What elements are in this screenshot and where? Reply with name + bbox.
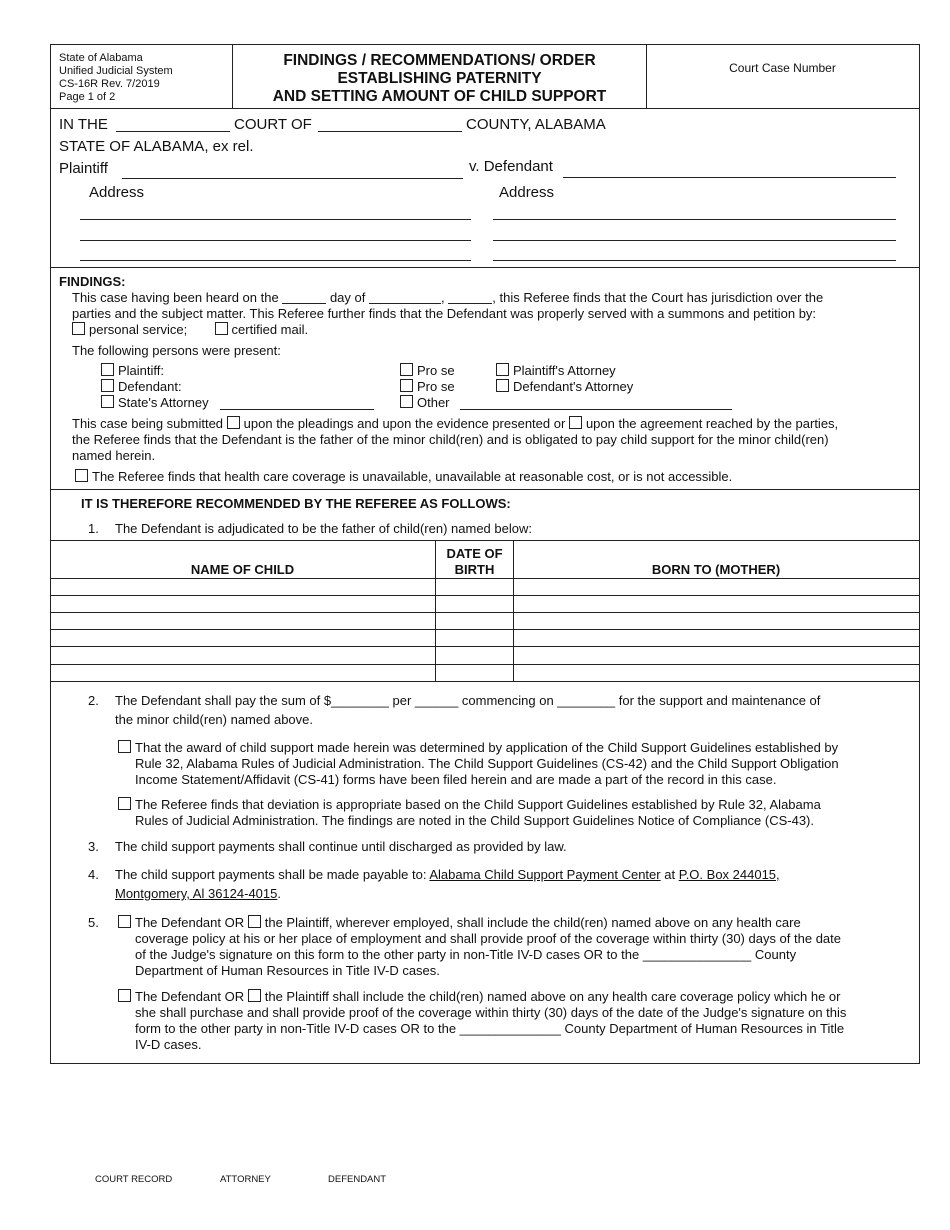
court-line: [59, 116, 108, 134]
court-of-label: COURT OF: [234, 116, 312, 133]
certified-mail-label: certified mail.: [231, 322, 309, 337]
item-4-period: .: [277, 886, 281, 901]
states-attorney-checkbox[interactable]: [101, 395, 114, 408]
plaintiff-label: Plaintiff: [59, 160, 108, 177]
item-4-line-2: [115, 886, 281, 902]
defendant-address-line-3[interactable]: [493, 260, 896, 261]
item-1-text: The Defendant is adjudicated to be the father of child(ren) named below:: [115, 521, 532, 536]
purchased-coverage-line-4: IV-D cases.: [135, 1037, 202, 1052]
footer-defendant: DEFENDANT: [328, 1174, 387, 1185]
states-attorney-name-field[interactable]: [220, 409, 374, 410]
purchased-coverage-line-1: the Plaintiff shall include the child(ren) named above on any health care coverage policy which he or: [264, 989, 841, 1004]
defendants-attorney-checkbox[interactable]: [496, 379, 509, 392]
employer-coverage-line-3: of the Judge's signature on this form to the other party in non-Title IV-D cases OR to the _______________ County: [135, 947, 797, 962]
certified-mail-checkbox[interactable]: [215, 322, 228, 335]
other-present-field[interactable]: [460, 409, 732, 410]
employer-coverage-defendant-checkbox[interactable]: [118, 915, 131, 928]
purchased-coverage-defendant-label: The Defendant OR: [135, 989, 245, 1004]
footer-attorney: ATTORNEY: [220, 1174, 271, 1185]
pro-se-plaintiff: [400, 363, 455, 379]
plaintiffs-attorney-checkbox[interactable]: [496, 363, 509, 376]
table-row-rule-1: [50, 595, 919, 596]
agreement-checkbox[interactable]: [569, 416, 582, 429]
plaintiff-pro-se-label: Pro se: [417, 363, 455, 378]
plaintiff-address-line-3[interactable]: [80, 260, 471, 261]
pro-se-defendant: [400, 379, 455, 395]
findings-heading: FINDINGS:: [59, 274, 126, 289]
defendants-attorney: [496, 379, 633, 395]
employer-coverage-option: [118, 915, 801, 931]
heard-text-4: , this Referee finds that the Court has jurisdiction over the: [492, 290, 824, 305]
table-row-rule-3: [50, 629, 919, 630]
col-header-born-to-mother: BORN TO (MOTHER): [651, 562, 781, 577]
service-options: [72, 322, 308, 338]
plaintiff-name-field[interactable]: [122, 178, 463, 179]
col-header-name-of-child: NAME OF CHILD: [190, 562, 295, 577]
state-ex-rel-label: STATE OF ALABAMA, ex rel.: [59, 138, 254, 155]
present-states-attorney: [101, 395, 209, 411]
personal-service-checkbox[interactable]: [72, 322, 85, 335]
county-name-field[interactable]: [318, 131, 462, 132]
findings-bottom-rule: [50, 489, 919, 490]
plaintiff-address-line-2[interactable]: [80, 240, 471, 241]
purchased-coverage-line-3: form to the other party in non-Title IV-D cases OR to the ______________ County Department of Human Resources in Title: [135, 1021, 845, 1036]
other-present-checkbox[interactable]: [400, 395, 413, 408]
dob-header-line-2: BIRTH: [454, 562, 495, 577]
payment-center-name: Alabama Child Support Payment Center: [429, 867, 661, 882]
heard-year-field[interactable]: [448, 291, 492, 304]
deviation-option: [118, 797, 821, 813]
payment-center-po-box: P.O. Box 244015,: [678, 867, 780, 882]
footer-court-record: COURT RECORD: [95, 1174, 173, 1185]
in-the-label: IN THE: [59, 116, 108, 133]
defendant-present-label: Defendant:: [118, 379, 182, 394]
employer-coverage-line-2: coverage policy at his or her place of employment and shall provide proof of the coverage within thirty (30) days of the date: [135, 931, 841, 946]
health-unavailable-checkbox[interactable]: [75, 469, 88, 482]
defendants-attorney-label: Defendant's Attorney: [513, 379, 634, 394]
item-4-at: at: [664, 867, 676, 882]
system-name: Unified Judicial System: [59, 65, 173, 77]
employer-coverage-line-4: Department of Human Resources in Title IV-D cases.: [135, 963, 440, 978]
heard-day-field[interactable]: [282, 291, 326, 304]
table-bottom-rule: [50, 681, 919, 682]
plaintiff-present-checkbox[interactable]: [101, 363, 114, 376]
other-present-label: Other: [417, 395, 450, 410]
title-line-3: AND SETTING AMOUNT OF CHILD SUPPORT: [272, 88, 607, 105]
title-line-1: FINDINGS / RECOMMENDATIONS/ ORDER: [283, 52, 596, 69]
state-name: State of Alabama: [59, 52, 143, 64]
item-2-line-1: The Defendant shall pay the sum of $________ per ______ commencing on ________ for the support and maintenance of: [115, 693, 821, 708]
personal-service-label: personal service;: [89, 322, 188, 337]
table-row-rule-5: [50, 664, 919, 665]
employer-coverage-plaintiff-checkbox[interactable]: [248, 915, 261, 928]
submitted-line-2: the Referee finds that the Defendant is the father of the minor child(ren) and is obligated to pay child support for the minor child(ren): [72, 432, 829, 447]
plaintiff-address-line-1[interactable]: [80, 219, 471, 220]
purchased-coverage-plaintiff-checkbox[interactable]: [248, 989, 261, 1002]
submitted-text-3: upon the agreement reached by the parties,: [585, 416, 839, 431]
guidelines-applied-line-1: That the award of child support made herein was determined by application of the Child Support Guidelines established by: [135, 740, 839, 755]
plaintiff-address-label: Address: [89, 184, 145, 201]
employer-coverage-defendant-label: The Defendant OR: [135, 915, 245, 930]
defendant-name-field[interactable]: [563, 177, 896, 178]
heard-text-1: This case having been heard on the: [72, 290, 279, 305]
present-other: [400, 395, 450, 411]
submitted-text-1: This case being submitted: [72, 416, 224, 431]
health-unavailable-label: The Referee finds that health care coverage is unavailable, unavailable at reasonable cost, or is not accessible.: [92, 469, 733, 484]
form-title: [233, 52, 646, 106]
defendant-pro-se-checkbox[interactable]: [400, 379, 413, 392]
item-4-line-1: [115, 867, 780, 883]
col-header-date-of-birth: [436, 546, 513, 578]
table-header-rule: [50, 578, 919, 579]
defendant-address-line-1[interactable]: [493, 219, 896, 220]
present-plaintiff: [101, 363, 164, 379]
page-number: Page 1 of 2: [59, 91, 116, 103]
table-row-rule-4: [50, 646, 919, 647]
guidelines-applied-line-3: Income Statement/Affidavit (CS-41) forms have been filed herein and are made a part of the record in this case.: [135, 772, 777, 787]
guidelines-applied-checkbox[interactable]: [118, 740, 131, 753]
form-revision: CS-16R Rev. 7/2019: [59, 78, 160, 90]
defendant-present-checkbox[interactable]: [101, 379, 114, 392]
purchased-coverage-line-2: she shall purchase and shall provide proof of the coverage within thirty (30) days of the date of the Judge's signature on this: [135, 1005, 847, 1020]
plaintiffs-attorney-label: Plaintiff's Attorney: [513, 363, 616, 378]
item-3-text: The child support payments shall continue until discharged as provided by law.: [115, 839, 567, 854]
dob-header-line-1: DATE OF: [446, 546, 503, 561]
table-row-rule-2: [50, 612, 919, 613]
court-name-field[interactable]: [116, 131, 230, 132]
submitted-text-2: upon the pleadings and upon the evidence presented or: [243, 416, 566, 431]
defendant-address-line-2[interactable]: [493, 240, 896, 241]
item-4-text: The child support payments shall be made payable to:: [115, 867, 427, 882]
title-line-2: ESTABLISHING PATERNITY: [337, 70, 542, 87]
present-defendant: [101, 379, 182, 395]
heard-comma: ,: [441, 290, 445, 305]
deviation-line-2: Rules of Judicial Administration. The findings are noted in the Child Support Guidelines Notice of Compliance (CS-43).: [135, 813, 815, 828]
deviation-checkbox[interactable]: [118, 797, 131, 810]
caption-bottom-rule: [50, 267, 919, 268]
states-attorney-label: State's Attorney: [118, 395, 209, 410]
item-4-number: 4.: [88, 867, 99, 882]
purchased-coverage-defendant-checkbox[interactable]: [118, 989, 131, 1002]
purchased-coverage-option: [118, 989, 840, 1005]
defendant-address-label: Address: [499, 184, 555, 201]
guidelines-applied-line-2: Rule 32, Alabama Rules of Judicial Administration. The Child Support Guidelines (CS-42) and the Child Support Obligation: [135, 756, 839, 771]
submitted-line-1: [72, 416, 838, 432]
guidelines-applied-option: [118, 740, 838, 756]
item-5-number: 5.: [88, 915, 99, 930]
item-2-line-2: the minor child(ren) named above.: [115, 712, 313, 727]
submitted-line-3: named herein.: [72, 448, 156, 463]
heard-line-1: [72, 290, 823, 306]
item-2-number: 2.: [88, 693, 99, 708]
recommended-heading: IT IS THEREFORE RECOMMENDED BY THE REFEREE AS FOLLOWS:: [81, 496, 511, 511]
health-unavailable-option: [75, 469, 732, 485]
defendant-pro-se-label: Pro se: [417, 379, 455, 394]
employer-coverage-line-1: the Plaintiff, wherever employed, shall include the child(ren) named above on any health care: [264, 915, 801, 930]
county-alabama-label: COUNTY, ALABAMA: [466, 116, 606, 133]
header-bottom-rule: [50, 108, 919, 109]
item-3-number: 3.: [88, 839, 99, 854]
pleadings-evidence-checkbox[interactable]: [227, 416, 240, 429]
v-defendant-label: v. Defendant: [469, 158, 553, 175]
court-case-number-label: Court Case Number: [729, 61, 836, 75]
header-divider-right: [646, 44, 647, 108]
deviation-line-1: The Referee finds that deviation is appropriate based on the Child Support Guidelines established by Rule 32, Alabama: [135, 797, 821, 812]
plaintiff-pro-se-checkbox[interactable]: [400, 363, 413, 376]
plaintiff-present-label: Plaintiff:: [118, 363, 165, 378]
present-label: The following persons were present:: [72, 343, 281, 358]
header-agency: [59, 52, 173, 104]
item-1-number: 1.: [88, 521, 99, 536]
heard-line-2: parties and the subject matter. This Referee further finds that the Defendant was properly served with a summons and petition by:: [72, 306, 817, 321]
heard-month-field[interactable]: [369, 291, 441, 304]
payment-center-city: Montgomery, Al 36124-4015: [115, 886, 278, 901]
table-top-rule: [50, 540, 919, 541]
plaintiffs-attorney: [496, 363, 616, 379]
heard-text-2: day of: [329, 290, 366, 305]
